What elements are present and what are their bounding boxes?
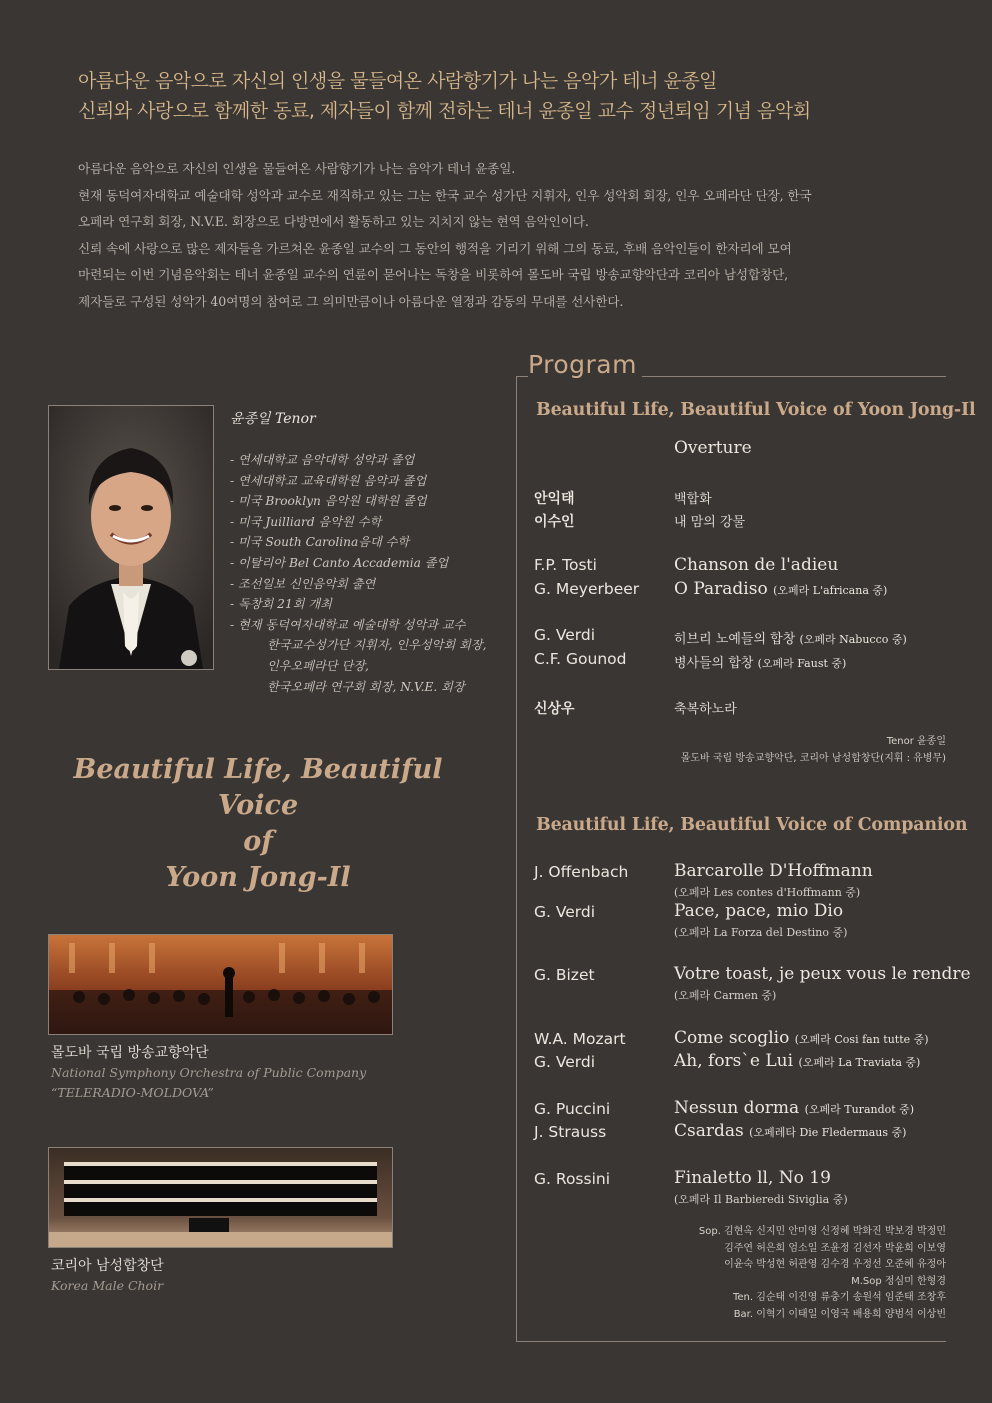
performer-line: Ten. 김순태 이진영 류충기 송원석 임준태 조창후 (732, 1292, 946, 1303)
composer: J. Offenbach (534, 863, 629, 881)
intro-line: 마련되는 이번 기념음악회는 테너 윤종일 교수의 연륜이 묻어나는 독창을 비롯하여 몰도바 국립 방송교향악단과 코리아 남성합창단, (78, 267, 789, 282)
headline-line-1: 아름다운 음악으로 자신의 인생을 물들여온 사람향기가 나는 음악가 테너 윤종일 (78, 70, 718, 92)
program-frame-line (516, 1341, 946, 1342)
performer-line: 이윤숙 박성현 허관영 김수경 우정선 오준혜 유정아 (724, 1259, 946, 1270)
performer-line: Sop. 김현옥 신지민 안미영 신정혜 박화진 박보경 박정민 (698, 1226, 946, 1237)
work-title: Votre toast, je peux vous le rendre (674, 964, 971, 984)
choir-photo (48, 1147, 393, 1248)
feature-title-line-3: Yoon Jong-Il (165, 862, 351, 893)
bio-sub-item: 인우오페라단 단장, (267, 658, 369, 673)
intro-line: 신뢰 속에 사랑으로 많은 제자들을 가르쳐온 윤종일 교수의 그 동안의 행적을 기리기 위해 그의 동료, 후배 음악인들이 한자리에 모여 (78, 240, 792, 256)
bio-name: 윤종일 Tenor (230, 411, 316, 427)
program-frame-line (516, 376, 528, 377)
intro-line: 오페라 연구회 회장, N.V.E. 회장으로 다방면에서 활동하고 있는 지치지 않는 현역 음악인이다. (78, 214, 589, 229)
composer: F.P. Tosti (534, 556, 597, 574)
work-title: O Paradiso (674, 579, 768, 599)
work-entry (674, 1028, 929, 1048)
performer-line: M.Sop 정심미 한형경 (851, 1275, 946, 1287)
bio-item: - 이탈리아 Bel Canto Accademia 졸업 (230, 555, 449, 570)
program-title: Program (528, 350, 637, 379)
composer: C.F. Gounod (534, 650, 627, 668)
composer: W.A. Mozart (534, 1030, 626, 1048)
work-entry (674, 652, 846, 671)
program-frame-line (516, 376, 517, 1342)
feature-title-line-2: of (243, 826, 273, 857)
bio-item: - 조선일보 신인음악회 출연 (230, 576, 376, 591)
bio-sub-item: 한국교수성가단 지휘자, 인우성악회 회장, (267, 638, 487, 653)
work-title: 병사들의 합창 (674, 656, 754, 671)
work-entry (674, 1051, 920, 1071)
work-title: 히브리 노예들의 합창 (674, 632, 796, 647)
orchestra-name-en-1: National Symphony Orchestra of Public Company (51, 1065, 367, 1080)
composer: 신상우 (534, 701, 575, 717)
work-title: Nessun dorma (674, 1098, 800, 1118)
work-title: Ah, fors`e Lui (674, 1051, 794, 1071)
work-entry (674, 1121, 906, 1141)
work-note: (오페라 Faust 중) (757, 657, 847, 670)
work-note: (오페라 Cosi fan tutte 중) (794, 1033, 929, 1046)
work-subtitle: (오페라 La Forza del Destino 중) (674, 926, 848, 939)
work-title: Pace, pace, mio Dio (674, 901, 844, 921)
part1-performers (681, 734, 946, 767)
work-entry (674, 579, 887, 599)
intro-line: 현재 동덕여자대학교 예술대학 성악과 교수로 재직하고 있는 그는 한국 교수 성가단 지휘자, 인우 성악회 회장, 인우 오페라단 단장, 한국 (78, 187, 812, 203)
bio-item: - 미국 Brooklyn 음악원 대학원 졸업 (230, 494, 427, 509)
part1-title: Beautiful Life, Beautiful Voice of Yoon Jong-Il (536, 400, 976, 420)
composer: J. Strauss (534, 1123, 607, 1141)
bio-list (230, 450, 487, 697)
bio-item: - 연세대학교 교육대학원 음악과 졸업 (230, 473, 427, 488)
work-title: Finaletto ll, No 19 (674, 1168, 831, 1188)
work-subtitle: (오페라 Carmen 중) (674, 989, 777, 1002)
portrait-photo (48, 405, 214, 670)
orchestra-name-en-2: “TELERADIO-MOLDOVA” (51, 1085, 214, 1100)
headline-line-2: 신뢰와 사랑으로 함께한 동료, 제자들이 함께 전하는 테너 윤종일 교수 정년퇴임 기념 음악회 (78, 100, 811, 122)
work-entry (674, 628, 907, 647)
work-title: 내 맘의 강물 (674, 515, 746, 530)
performer-line: 김주연 허은희 엄소일 조윤정 김선자 박윤희 이보영 (724, 1242, 946, 1254)
part2-performers (699, 1224, 946, 1323)
program-frame-line (642, 376, 946, 377)
performer-line: Tenor 윤종일 (886, 736, 946, 747)
part2-title: Beautiful Life, Beautiful Voice of Companion (536, 815, 968, 835)
work-subtitle: (오페라 Il Barbieredi Siviglia 중) (674, 1193, 848, 1206)
bio-sub-item: 한국오페라 연구회 회장, N.V.E. 회장 (267, 679, 465, 694)
choir-name-ko: 코리아 남성합창단 (51, 1258, 164, 1274)
work-note: (오페라 Nabucco 중) (799, 633, 907, 646)
composer: G. Bizet (534, 966, 595, 984)
bio-item: - 미국 South Carolina음대 수학 (230, 535, 410, 550)
composer: G. Verdi (534, 1053, 596, 1071)
work-note: (오페라 Turandot 중) (804, 1103, 915, 1116)
composer: G. Puccini (534, 1100, 611, 1118)
intro-line: 아름다운 음악으로 자신의 인생을 물들여온 사람향기가 나는 음악가 테너 윤종일. (78, 161, 516, 176)
performer-line: 몰도바 국립 방송교향악단, 코리아 남성합창단(지휘 : 유병무) (680, 752, 946, 764)
bio-item: - 미국 Juilliard 음악원 수학 (230, 514, 382, 529)
portrait-image (49, 406, 213, 669)
work-note: (오페라 L'africana 중) (773, 584, 888, 597)
feature-title-line-1: Beautiful Life, Beautiful Voice (73, 754, 443, 821)
composer: G. Verdi (534, 903, 596, 921)
work-title: Csardas (674, 1121, 744, 1141)
choir-name-en: Korea Male Choir (51, 1278, 164, 1293)
work-title: Barcarolle D'Hoffmann (674, 861, 873, 881)
bio-item: - 독창회 21회 개최 (230, 597, 332, 612)
composer: 이수인 (534, 514, 575, 530)
performer-line: Bar. 이혁기 이태일 이영국 배용희 양범석 이상빈 (733, 1308, 946, 1320)
composer: G. Rossini (534, 1170, 611, 1188)
bio-item: - 연세대학교 음악대학 성악과 졸업 (230, 453, 415, 467)
composer: G. Verdi (534, 626, 596, 644)
work-title: Come scoglio (674, 1028, 790, 1048)
work-subtitle: (오페라 Les contes d'Hoffmann 중) (674, 886, 861, 899)
choir-image (49, 1148, 392, 1247)
bio-item: - 현재 동덕여자대학교 예술대학 성악과 교수 (230, 617, 466, 632)
composer: 안익태 (534, 491, 575, 507)
orchestra-image (49, 935, 392, 1034)
orchestra-name-ko: 몰도바 국립 방송교향악단 (51, 1045, 209, 1061)
work-title: 축복하노라 (674, 702, 737, 717)
work-note: (오페라 La Traviata 중) (798, 1056, 921, 1069)
feature-title (40, 752, 476, 896)
work-title: Chanson de l'adieu (674, 555, 839, 575)
composer: G. Meyerbeer (534, 580, 640, 598)
overture: Overture (674, 438, 752, 458)
intro-paragraph (78, 156, 923, 315)
orchestra-photo (48, 934, 393, 1035)
intro-line: 제자들로 구성된 성악가 40여명의 참여로 그 의미만큼이나 아름다운 열정과 감동의 무대를 선사한다. (78, 293, 624, 309)
work-title: 백합화 (674, 492, 712, 507)
work-note: (오페레타 Die Fledermaus 중) (749, 1126, 907, 1139)
work-entry (674, 1098, 914, 1118)
